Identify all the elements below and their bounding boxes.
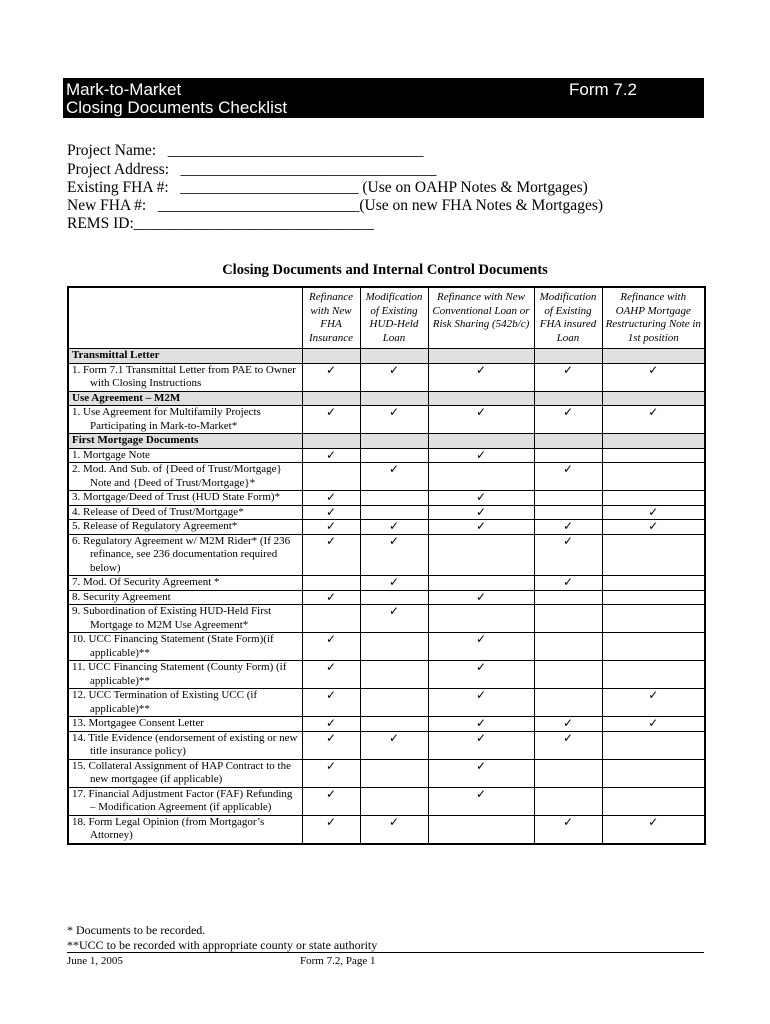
column-header: Modification of Existing FHA insured Loan xyxy=(534,287,602,349)
document-label: 1. Form 7.1 Transmittal Letter from PAE to Owner with Closing Instructions xyxy=(72,363,296,389)
checklist-table xyxy=(67,286,706,845)
section-cell xyxy=(360,434,428,449)
table-row xyxy=(68,633,705,661)
empty-cell xyxy=(534,759,602,787)
check-mark-cell: ✓ xyxy=(602,520,705,535)
empty-cell xyxy=(602,448,705,463)
section-cell xyxy=(360,391,428,406)
footer-page: Form 7.2, Page 1 xyxy=(300,955,376,967)
empty-cell xyxy=(534,661,602,689)
check-mark-cell: ✓ xyxy=(302,815,360,844)
check-mark-cell: ✓ xyxy=(602,505,705,520)
document-label: 14. Title Evidence (endorsement of existing or new title insurance policy) xyxy=(72,731,298,757)
check-mark-cell: ✓ xyxy=(428,661,534,689)
empty-cell xyxy=(360,787,428,815)
table-row xyxy=(68,605,705,633)
table-row xyxy=(68,491,705,506)
document-cell xyxy=(68,590,302,605)
empty-cell xyxy=(360,661,428,689)
section-cell xyxy=(360,349,428,364)
document-label: 12. UCC Termination of Existing UCC (if applicable)** xyxy=(72,689,258,715)
section-cell xyxy=(302,391,360,406)
footer-date: June 1, 2005 xyxy=(67,955,123,967)
empty-cell xyxy=(360,448,428,463)
table-row xyxy=(68,731,705,759)
empty-cell xyxy=(602,491,705,506)
column-header xyxy=(68,287,302,349)
check-mark-cell: ✓ xyxy=(302,689,360,717)
document-label: 13. Mortgagee Consent Letter xyxy=(72,717,204,729)
check-mark-cell: ✓ xyxy=(428,689,534,717)
check-mark-cell: ✓ xyxy=(302,363,360,391)
table-row xyxy=(68,505,705,520)
empty-cell xyxy=(602,590,705,605)
check-mark-cell: ✓ xyxy=(360,520,428,535)
empty-cell xyxy=(534,448,602,463)
check-mark-cell: ✓ xyxy=(428,633,534,661)
check-mark-cell: ✓ xyxy=(534,576,602,591)
check-mark-cell: ✓ xyxy=(360,815,428,844)
document-cell xyxy=(68,633,302,661)
empty-cell xyxy=(360,717,428,732)
document-cell xyxy=(68,787,302,815)
column-header: Refinance with New Conventional Loan or Risk Sharing (542b/c) xyxy=(428,287,534,349)
empty-cell xyxy=(360,759,428,787)
empty-cell xyxy=(302,576,360,591)
check-mark-cell: ✓ xyxy=(360,363,428,391)
document-cell xyxy=(68,605,302,633)
check-mark-cell: ✓ xyxy=(360,406,428,434)
document-label: 15. Collateral Assignment of HAP Contract to the new mortgagee (if applicable) xyxy=(72,759,291,785)
document-cell xyxy=(68,363,302,391)
check-mark-cell: ✓ xyxy=(534,731,602,759)
check-mark-cell: ✓ xyxy=(602,363,705,391)
rems-id-line: REMS ID:_______________________________ xyxy=(67,215,374,232)
table-row xyxy=(68,363,705,391)
document-cell xyxy=(68,759,302,787)
header-bar xyxy=(63,78,704,118)
empty-cell xyxy=(360,491,428,506)
empty-cell xyxy=(534,787,602,815)
document-cell xyxy=(68,406,302,434)
empty-cell xyxy=(360,505,428,520)
new-fha-line: New FHA #: __________________________(Use on new FHA Notes & Mortgages) xyxy=(67,197,604,214)
table-row xyxy=(68,520,705,535)
empty-cell xyxy=(428,463,534,491)
document-label: 7. Mod. Of Security Agreement * xyxy=(72,576,220,588)
check-mark-cell: ✓ xyxy=(534,363,602,391)
section-label: Transmittal Letter xyxy=(68,349,302,364)
footer-divider xyxy=(67,952,704,953)
section-title: Closing Documents and Internal Control Documents xyxy=(222,262,548,278)
check-mark-cell: ✓ xyxy=(428,731,534,759)
section-row xyxy=(68,391,705,406)
check-mark-cell: ✓ xyxy=(428,717,534,732)
document-label: 1. Mortgage Note xyxy=(72,448,150,461)
empty-cell xyxy=(602,576,705,591)
check-mark-cell: ✓ xyxy=(302,731,360,759)
check-mark-cell: ✓ xyxy=(302,406,360,434)
project-address-line: Project Address: _________________________________ xyxy=(67,161,437,178)
check-mark-cell: ✓ xyxy=(302,505,360,520)
check-mark-cell: ✓ xyxy=(360,576,428,591)
check-mark-cell: ✓ xyxy=(428,448,534,463)
document-label: 17. Financial Adjustment Factor (FAF) Refunding – Modification Agreement (if applicable) xyxy=(72,787,293,813)
document-label: 3. Mortgage/Deed of Trust (HUD State Form)* xyxy=(72,491,281,503)
footnote-ucc: **UCC to be recorded with appropriate county or state authority xyxy=(67,938,378,952)
table-header-row xyxy=(68,287,705,349)
table-row xyxy=(68,787,705,815)
document-cell xyxy=(68,520,302,535)
check-mark-cell: ✓ xyxy=(302,759,360,787)
empty-cell xyxy=(428,576,534,591)
section-cell xyxy=(534,391,602,406)
check-mark-cell: ✓ xyxy=(534,815,602,844)
check-mark-cell: ✓ xyxy=(302,534,360,576)
document-cell xyxy=(68,731,302,759)
table-row xyxy=(68,815,705,844)
table-row xyxy=(68,448,705,463)
section-cell xyxy=(428,391,534,406)
empty-cell xyxy=(602,759,705,787)
document-label: 2. Mod. And Sub. of {Deed of Trust/Mortgage} Note and {Deed of Trust/Mortgage}* xyxy=(72,463,282,489)
check-mark-cell: ✓ xyxy=(360,463,428,491)
footnote-recorded: * Documents to be recorded. xyxy=(67,923,206,937)
document-cell xyxy=(68,815,302,844)
check-mark-cell: ✓ xyxy=(534,406,602,434)
form-number: Form 7.2 xyxy=(569,80,638,99)
check-mark-cell: ✓ xyxy=(360,534,428,576)
check-mark-cell: ✓ xyxy=(302,448,360,463)
table-row xyxy=(68,463,705,491)
form-title: Mark-to-Market xyxy=(66,80,182,99)
empty-cell xyxy=(360,633,428,661)
section-cell xyxy=(534,434,602,449)
document-label: 18. Form Legal Opinion (from Mortgagor’s Attorney) xyxy=(72,815,265,841)
empty-cell xyxy=(534,491,602,506)
column-header: Refinance with New FHA Insurance xyxy=(302,287,360,349)
check-mark-cell: ✓ xyxy=(302,661,360,689)
empty-cell xyxy=(428,534,534,576)
check-mark-cell: ✓ xyxy=(360,731,428,759)
empty-cell xyxy=(534,590,602,605)
existing-fha-line: Existing FHA #: _______________________ (Use on OAHP Notes & Mortgages) xyxy=(67,179,588,196)
section-row xyxy=(68,349,705,364)
table-row xyxy=(68,661,705,689)
section-cell xyxy=(602,349,705,364)
section-cell xyxy=(428,349,534,364)
check-mark-cell: ✓ xyxy=(302,633,360,661)
empty-cell xyxy=(302,463,360,491)
empty-cell xyxy=(360,689,428,717)
check-mark-cell: ✓ xyxy=(602,717,705,732)
empty-cell xyxy=(602,463,705,491)
check-mark-cell: ✓ xyxy=(428,363,534,391)
empty-cell xyxy=(534,505,602,520)
document-cell xyxy=(68,661,302,689)
document-label: 11. UCC Financing Statement (County Form) (if applicable)** xyxy=(72,661,287,687)
empty-cell xyxy=(602,731,705,759)
document-label: 1. Use Agreement for Multifamily Projects Participating in Mark-to-Market* xyxy=(72,406,261,432)
empty-cell xyxy=(602,605,705,633)
check-mark-cell: ✓ xyxy=(302,787,360,815)
check-mark-cell: ✓ xyxy=(602,689,705,717)
section-cell xyxy=(602,391,705,406)
column-header: Refinance with OAHP Mortgage Restructuring Note in 1st position xyxy=(602,287,705,349)
table-row xyxy=(68,406,705,434)
check-mark-cell: ✓ xyxy=(302,520,360,535)
check-mark-cell: ✓ xyxy=(302,590,360,605)
section-cell xyxy=(302,349,360,364)
empty-cell xyxy=(534,633,602,661)
document-cell xyxy=(68,717,302,732)
document-cell xyxy=(68,463,302,491)
check-mark-cell: ✓ xyxy=(534,534,602,576)
check-mark-cell: ✓ xyxy=(534,463,602,491)
check-mark-cell: ✓ xyxy=(428,787,534,815)
check-mark-cell: ✓ xyxy=(534,520,602,535)
document-cell xyxy=(68,505,302,520)
empty-cell xyxy=(428,815,534,844)
check-mark-cell: ✓ xyxy=(360,605,428,633)
empty-cell xyxy=(534,605,602,633)
check-mark-cell: ✓ xyxy=(428,520,534,535)
check-mark-cell: ✓ xyxy=(428,590,534,605)
check-mark-cell: ✓ xyxy=(602,406,705,434)
document-label: 5. Release of Regulatory Agreement* xyxy=(72,520,238,532)
section-cell xyxy=(602,434,705,449)
project-name-line: Project Name: _________________________________ xyxy=(67,142,424,159)
document-cell xyxy=(68,534,302,576)
column-header: Modification of Existing HUD-Held Loan xyxy=(360,287,428,349)
check-mark-cell: ✓ xyxy=(602,815,705,844)
document-label: 9. Subordination of Existing HUD-Held First Mortgage to M2M Use Agreement* xyxy=(72,605,272,631)
check-mark-cell: ✓ xyxy=(534,717,602,732)
document-label: 10. UCC Financing Statement (State Form)(if applicable)** xyxy=(72,633,274,659)
empty-cell xyxy=(602,534,705,576)
section-cell xyxy=(302,434,360,449)
empty-cell xyxy=(428,605,534,633)
form-subtitle: Closing Documents Checklist xyxy=(66,98,288,117)
table-row xyxy=(68,576,705,591)
empty-cell xyxy=(534,689,602,717)
section-cell xyxy=(534,349,602,364)
empty-cell xyxy=(602,633,705,661)
section-label: Use Agreement – M2M xyxy=(68,391,302,406)
check-mark-cell: ✓ xyxy=(428,505,534,520)
table-row xyxy=(68,689,705,717)
table-row xyxy=(68,590,705,605)
document-label: 8. Security Agreement xyxy=(72,590,171,603)
document-cell xyxy=(68,576,302,591)
check-mark-cell: ✓ xyxy=(428,406,534,434)
check-mark-cell: ✓ xyxy=(302,717,360,732)
section-row xyxy=(68,434,705,449)
document-label: 6. Regulatory Agreement w/ M2M Rider* (If 236 refinance, see 236 documentation required below) xyxy=(72,534,291,574)
section-cell xyxy=(428,434,534,449)
empty-cell xyxy=(602,661,705,689)
check-mark-cell: ✓ xyxy=(428,491,534,506)
document-cell xyxy=(68,448,302,463)
table-row xyxy=(68,534,705,576)
empty-cell xyxy=(602,787,705,815)
check-mark-cell: ✓ xyxy=(302,491,360,506)
document-label: 4. Release of Deed of Trust/Mortgage* xyxy=(72,505,244,518)
empty-cell xyxy=(360,590,428,605)
document-cell xyxy=(68,491,302,506)
check-mark-cell: ✓ xyxy=(428,759,534,787)
document-cell xyxy=(68,689,302,717)
empty-cell xyxy=(302,605,360,633)
table-row xyxy=(68,717,705,732)
section-label: First Mortgage Documents xyxy=(68,434,302,449)
table-row xyxy=(68,759,705,787)
